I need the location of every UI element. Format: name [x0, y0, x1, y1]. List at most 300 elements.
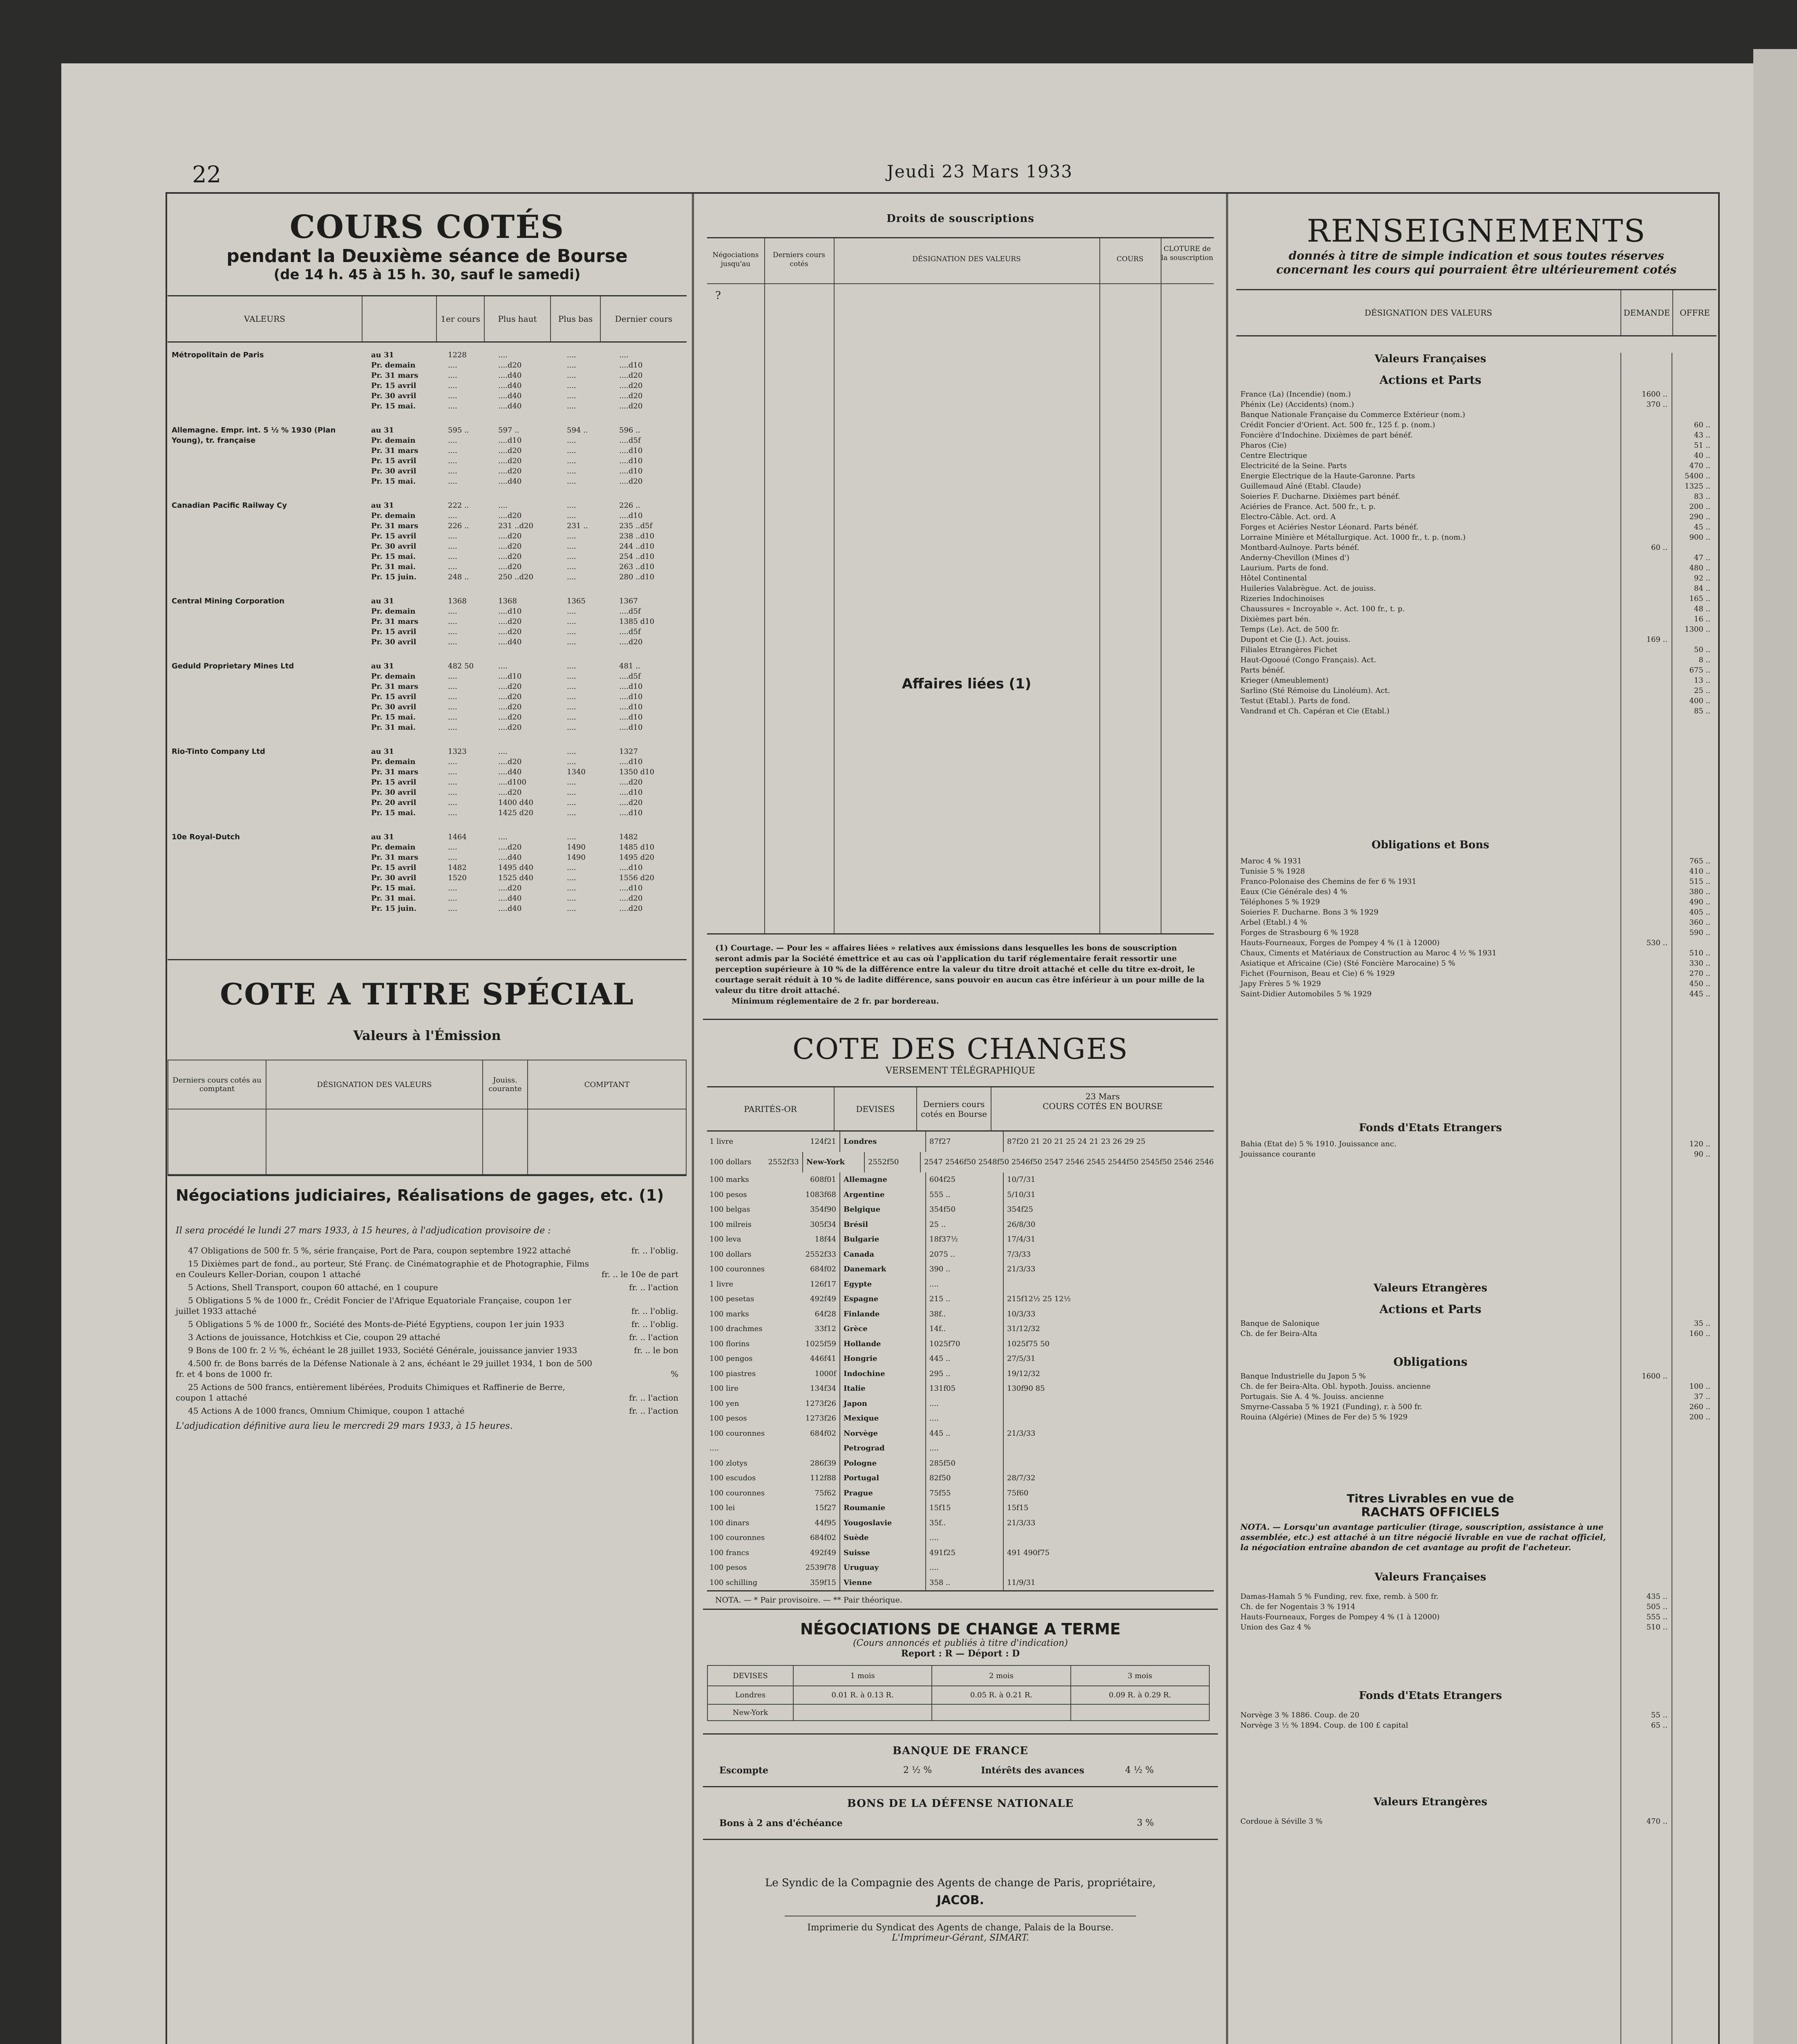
terme-londres-2: 0.05 R. à 0.21 R. [932, 1686, 1070, 1704]
dernier-cours: ....d10 [619, 713, 643, 722]
plus-bas: .... [567, 542, 576, 551]
term: Pr. 30 avril [371, 392, 416, 400]
plus-haut: ....d20 [498, 511, 522, 520]
devise: Espagne [839, 1292, 925, 1307]
term: au 31 [371, 597, 394, 605]
dernier-cours: ....d20 [619, 381, 643, 390]
banque-title: BANQUE DE FRANCE [892, 1745, 1029, 1757]
terme-table [707, 1665, 1210, 1721]
rens-item [1240, 1392, 1712, 1402]
rens-item [1240, 502, 1712, 512]
rens-demande [1620, 665, 1669, 675]
cours-row [368, 832, 687, 842]
rachats-section-heading: Fonds d'Etats Etrangers [1359, 1690, 1502, 1702]
term: Pr. 31 mars [371, 371, 418, 380]
rens-demande [1620, 907, 1669, 917]
plus-bas: .... [567, 371, 576, 380]
cours-row [368, 435, 687, 446]
cours-row [368, 606, 687, 616]
change-row [707, 1232, 1214, 1247]
rens-item [1240, 1381, 1712, 1392]
parite-unit: 100 drachmes [709, 1325, 763, 1333]
term: Pr. 30 avril [371, 703, 416, 711]
plus-haut: ....d20 [498, 617, 522, 626]
plus-haut: ....d40 [498, 853, 522, 862]
rens-demande [1620, 968, 1669, 979]
cours-cotes-body [168, 343, 687, 959]
rens-item [1240, 1612, 1712, 1622]
negociation-item [176, 1405, 678, 1416]
plus-haut: ....d40 [498, 477, 522, 486]
cours-row [368, 466, 687, 476]
plus-haut: .... [498, 662, 508, 670]
cours-bourse [1003, 1560, 1214, 1576]
cours-row [368, 500, 687, 511]
rens-item [1240, 1622, 1712, 1632]
rens-demande: 555 .. [1646, 1613, 1667, 1621]
cours-bourse: 87f20 21 20 21 25 24 21 23 26 29 25 [1003, 1132, 1214, 1152]
dernier-cours: 1495 d20 [619, 853, 654, 862]
plus-haut: 231 ..d20 [498, 522, 533, 530]
rens-designation: Rouina (Algérie) (Mines de Fer de) 5 % 1929 [1240, 1413, 1408, 1421]
term: Pr. demain [371, 672, 416, 681]
parite-or: 446f41 [810, 1354, 836, 1363]
parite-or: 75f62 [815, 1488, 836, 1497]
negociations-list [176, 1245, 678, 1416]
cours-bourse [1003, 1411, 1214, 1426]
cours-group [168, 500, 687, 582]
terme-legend: Report : R — Déport : D [901, 1648, 1020, 1659]
rens-item [1240, 938, 1712, 948]
column-left [168, 192, 687, 2044]
rens-designation: Cordoue à Séville 3 % [1240, 1817, 1323, 1826]
rens-offre: 92 .. [1694, 574, 1710, 583]
term: Pr. 15 mai. [371, 477, 416, 486]
rens-demande [1620, 989, 1669, 999]
dernier-cours: 1485 d10 [619, 843, 654, 852]
rens-designation: Jouissance courante [1240, 1150, 1316, 1159]
rens-item [1240, 1412, 1712, 1422]
cours-bourse: 21/3/33 [1003, 1262, 1214, 1277]
cours-row [368, 572, 687, 582]
rens-demande [1620, 948, 1669, 958]
rens-demande: 435 .. [1646, 1592, 1667, 1601]
bons-label: Bons à 2 ans d'échéance [719, 1818, 843, 1829]
cours-bourse: 491 490f75 [1003, 1546, 1214, 1561]
valeur-rows [368, 746, 687, 818]
dernier-cours: 1327 [619, 747, 638, 756]
sous-question-mark: ? [715, 289, 721, 302]
dernier-cours: 82f50 [925, 1471, 1003, 1486]
premier-cours: 248 .. [448, 573, 469, 581]
rens-item [1240, 897, 1712, 907]
parite-unit: 100 marks [709, 1309, 749, 1318]
term: Pr. 15 avril [371, 381, 416, 390]
courtage-note: (1) Courtage. — Pour les « affaires liées » relatives aux émissions dans lesquelles les bons de souscription seront admis par la Société émettrice et au cas où l'application du tarif réglementaire ferait ressortir une perception supérieure à 10 % de la différence entre la valeur du titre droit attaché et celle du titre ex-droit, le courtage serait réduit à 10 % de ladite différence, sans pouvoir en aucun cas être inférieur à un pour mille de la valeur du titre droit attaché. [715, 944, 1205, 995]
negociation-price: fr. .. l'action [629, 1282, 678, 1292]
rens-item [1240, 1149, 1712, 1159]
rens-demande [1620, 461, 1669, 471]
term: Pr. 15 avril [371, 778, 416, 787]
parite-unit: 1 livre [709, 1280, 734, 1289]
negociation-price: % [670, 1369, 678, 1379]
terme-subtitle: (Cours annoncés et publiés à titre d'indication) [853, 1638, 1068, 1648]
devise: Japon [839, 1396, 925, 1412]
rens-offre: 405 .. [1689, 908, 1710, 917]
rens-designation: Forges de Strasbourg 6 % 1928 [1240, 928, 1359, 937]
negociation-item [176, 1282, 678, 1293]
change-row [707, 1441, 1214, 1456]
term: Pr. 31 mai. [371, 563, 416, 571]
cours-group [168, 350, 687, 411]
valeur-name: 10e Royal-Dutch [172, 833, 240, 841]
rens-subheading: Obligations [1393, 1355, 1468, 1369]
dernier-cours: 295 .. [925, 1367, 1003, 1382]
devise: Bulgarie [839, 1232, 925, 1247]
negociation-text: 5 Actions, Shell Transport, coupon 60 attaché, en 1 coupure [188, 1282, 438, 1292]
plus-haut: 1368 [498, 597, 517, 605]
rens-item [1240, 522, 1712, 532]
rens-demande [1620, 645, 1669, 655]
plus-haut: 1495 d40 [498, 863, 533, 872]
premier-cours: .... [448, 402, 457, 410]
rens-demande [1620, 1412, 1669, 1422]
running-head-date: Jeudi 23 Mars 1933 [887, 161, 1073, 182]
dernier-cours: ....d10 [619, 457, 643, 465]
dernier-cours: ....d20 [619, 392, 643, 400]
rens-item [1240, 399, 1712, 410]
valeur-rows [368, 661, 687, 733]
premier-cours: 595 .. [448, 426, 469, 435]
rens-designation: Arbel (Etabl.) 4 % [1240, 918, 1307, 927]
rens-spacer [1240, 851, 1712, 856]
plus-haut: ....d10 [498, 436, 522, 445]
rens-offre: 160 .. [1689, 1329, 1710, 1338]
cours-row [368, 476, 687, 486]
parite-or: 2552f33 [768, 1158, 799, 1166]
parite-unit: 100 lei [709, 1504, 735, 1512]
dernier-cours: ....d10 [619, 863, 643, 872]
titre-special-title: COTE A TITRE SPÉCIAL [220, 977, 634, 1011]
plus-bas: .... [567, 693, 576, 701]
plus-bas: .... [567, 467, 576, 475]
devise: Portugal [839, 1471, 925, 1486]
parite-or: 1273f26 [805, 1399, 836, 1408]
plus-haut: ....d100 [498, 778, 526, 787]
cours-group [168, 746, 687, 818]
cours-row [368, 681, 687, 692]
dernier-cours: ....d10 [619, 809, 643, 817]
terme-newyork: New-York [707, 1704, 793, 1721]
rens-item [1240, 989, 1712, 999]
cours-row [368, 808, 687, 818]
premier-cours: .... [448, 457, 457, 465]
negociation-price: fr. .. l'oblig. [631, 1306, 678, 1316]
rens-demande: 169 .. [1646, 635, 1667, 644]
cours-row [368, 456, 687, 466]
term: Pr. 31 mars [371, 522, 418, 530]
cours-row [368, 746, 687, 757]
rens-item [1240, 1329, 1712, 1339]
rens-designation: Eaux (Cie Générale des) 4 % [1240, 888, 1347, 896]
term: Pr. 15 juin. [371, 904, 417, 913]
negociation-text: 4.500 fr. de Bons barrés de la Défense Nationale à 2 ans, échéant le 29 juillet 1934, 1 bon de 500 fr. et 4 bons de 1000 fr. [176, 1358, 592, 1379]
negociation-text: 5 Obligations 5 % de 1000 fr., Crédit Foncier de l'Afrique Equatoriale Française, coupon 1er juillet 1933 attaché [176, 1295, 571, 1316]
negociation-price: fr. .. le 10e de part [601, 1269, 678, 1279]
rens-offre: 83 .. [1694, 492, 1710, 501]
rens-designation: Franco-Polonaise des Chemins de fer 6 % 1931 [1240, 877, 1417, 886]
plus-bas: .... [567, 607, 576, 616]
rens-offre: 13 .. [1694, 676, 1710, 685]
plus-haut: 1525 d40 [498, 874, 533, 882]
dernier-cours: ....d20 [619, 894, 643, 903]
premier-cours: .... [448, 532, 457, 540]
plus-bas: .... [567, 477, 576, 486]
rens-designation: Centre Electrique [1240, 451, 1307, 460]
cours-cotes-title: COURS COTÉS [289, 208, 565, 246]
rens-offre: 51 .. [1694, 441, 1710, 450]
negociation-text: 3 Actions de jouissance, Hotchkiss et Cie, coupon 29 attaché [188, 1332, 441, 1342]
parite-unit: .... [709, 1444, 719, 1452]
imprint-line3: L'Imprimeur-Gérant, SIMART. [892, 1933, 1029, 1943]
rens-designation: Chaux, Ciments et Matériaux de Construction au Maroc 4 ½ % 1931 [1240, 949, 1497, 957]
plus-haut: ....d20 [498, 628, 522, 636]
plus-haut: ....d40 [498, 371, 522, 380]
rens-item [1240, 440, 1712, 450]
parite-or: 112f88 [810, 1474, 836, 1482]
rens-offre: 45 .. [1694, 523, 1710, 531]
plus-haut: ....d20 [498, 552, 522, 561]
dernier-cours: .... [925, 1411, 1003, 1426]
rens-demande [1620, 897, 1669, 907]
rens-designation: Temps (Le). Act. de 500 fr. [1240, 625, 1339, 634]
term: au 31 [371, 501, 394, 510]
plus-haut: ....d20 [498, 457, 522, 465]
rens-demande [1620, 1402, 1669, 1412]
dernier-cours: 445 .. [925, 1351, 1003, 1367]
plus-bas: .... [567, 874, 576, 882]
dernier-cours: 263 ..d10 [619, 563, 654, 571]
cours-group [168, 832, 687, 914]
rens-spacer [1240, 1134, 1712, 1139]
rens-offre: 1325 .. [1685, 482, 1710, 491]
dernier-cours: 1025f70 [925, 1337, 1003, 1352]
terme-col-1: 1 mois [793, 1665, 932, 1686]
renseignements-title: RENSEIGNEMENTS [1307, 213, 1646, 249]
changes-title: COTE DES CHANGES [792, 1032, 1128, 1066]
term: Pr. demain [371, 361, 416, 370]
avances-value: 4 ½ % [1125, 1765, 1154, 1775]
devise: Hollande [839, 1337, 925, 1352]
cours-cotes-subtitle: pendant la Deuxième séance de Bourse [226, 246, 628, 267]
rens-offre: 47 .. [1694, 554, 1710, 562]
rens-item [1240, 686, 1712, 696]
rens-offre: 470 .. [1689, 462, 1710, 470]
plus-bas: .... [567, 747, 576, 756]
parite-or: 18f44 [815, 1235, 836, 1244]
premier-cours: .... [448, 436, 457, 445]
rens-section-heading: Fonds d'Etats Etrangers [1359, 1122, 1502, 1134]
negociation-item [176, 1382, 678, 1403]
premier-cours: .... [448, 723, 457, 732]
cours-bourse: 15f15 [1003, 1501, 1214, 1516]
rens-demande [1620, 696, 1669, 706]
cours-row [368, 521, 687, 531]
premier-cours: 1228 [448, 351, 467, 359]
cours-bourse [1003, 1277, 1214, 1292]
parite-unit: 100 belgas [709, 1205, 750, 1214]
premier-cours: 1520 [448, 874, 467, 882]
rens-demande: 505 .. [1646, 1602, 1667, 1611]
titre-special-subtitle: Valeurs à l'Émission [353, 1028, 501, 1043]
rens-offre: 200 .. [1689, 502, 1710, 511]
premier-cours: 1482 [448, 863, 467, 872]
plus-haut: ....d40 [498, 768, 522, 776]
cours-row [368, 787, 687, 798]
rens-designation: Maroc 4 % 1931 [1240, 857, 1302, 865]
change-row [707, 1516, 1214, 1531]
rens-offre: 765 .. [1689, 857, 1710, 865]
rens-demande [1620, 471, 1669, 481]
devise: Egypte [839, 1277, 925, 1292]
plus-haut: 1400 d40 [498, 798, 533, 807]
valeur-rows [368, 425, 687, 486]
sous-col-nego: Négociations jusqu'au [712, 251, 759, 268]
dernier-cours: ....d10 [619, 788, 643, 797]
term: Pr. 15 mai. [371, 552, 416, 561]
valeur-name: Geduld Proprietary Mines Ltd [172, 662, 294, 670]
dernier-cours: 18f37½ [925, 1232, 1003, 1247]
cours-row [368, 616, 687, 627]
bons-title: BONS DE LA DÉFENSE NATIONALE [847, 1797, 1074, 1810]
premier-cours: .... [448, 511, 457, 520]
rens-designation: Chaussures « Incroyable ». Act. 100 fr., t. p. [1240, 605, 1405, 613]
devise: New-York [802, 1152, 864, 1172]
devise: Indochine [839, 1367, 925, 1382]
plus-bas: .... [567, 532, 576, 540]
rens-designation: Saint-Didier Automobiles 5 % 1929 [1240, 990, 1372, 998]
rens-demande [1620, 928, 1669, 938]
rens-designation: Fichet (Fournison, Beau et Cie) 6 % 1929 [1240, 969, 1395, 978]
cours-row [368, 671, 687, 681]
negociation-price: fr. .. l'action [629, 1393, 678, 1403]
rens-item [1240, 1816, 1712, 1827]
rens-item [1240, 461, 1712, 471]
rens-designation: Hôtel Continental [1240, 574, 1307, 583]
negociation-item [176, 1245, 678, 1256]
change-row [707, 1501, 1214, 1516]
rens-item [1240, 420, 1712, 430]
changes-rows [707, 1132, 1214, 1590]
chg-col-cours: COURS COTÉS EN BOURSE [1043, 1101, 1163, 1111]
plus-haut: ....d20 [498, 788, 522, 797]
dernier-cours: ....d10 [619, 446, 643, 455]
rens-item [1240, 573, 1712, 583]
rens-item [1240, 594, 1712, 604]
rens-demande [1620, 594, 1669, 604]
rens-offre: 37 .. [1694, 1392, 1710, 1401]
dernier-cours: ....d10 [619, 758, 643, 766]
rens-col-designation: DÉSIGNATION DES VALEURS [1364, 308, 1493, 318]
rens-offre: 120 .. [1689, 1140, 1710, 1148]
cours-bourse: 5/10/31 [1003, 1188, 1214, 1203]
parite-or: 15f27 [815, 1504, 836, 1512]
plus-haut: ....d40 [498, 402, 522, 410]
dernier-cours: 75f55 [925, 1486, 1003, 1501]
plus-bas: .... [567, 778, 576, 787]
cours-bourse: 26/8/30 [1003, 1217, 1214, 1233]
rens-demande [1620, 856, 1669, 866]
sous-col-derniers: Derniers cours cotés [772, 251, 826, 268]
rens-offre [1669, 1720, 1710, 1730]
rens-designation: Forges et Aciéries Nestor Léonard. Parts bénéf. [1240, 523, 1419, 531]
term: au 31 [371, 747, 394, 756]
premier-cours: .... [448, 904, 457, 913]
rens-designation: Ch. de fer Nogentais 3 % 1914 [1240, 1602, 1356, 1611]
devise: Grèce [839, 1322, 925, 1337]
rens-designation: Filiales Etrangères Fichet [1240, 645, 1338, 654]
valeur-name: Canadian Pacific Railway Cy [172, 501, 287, 510]
rens-item [1240, 430, 1712, 440]
courtage-minimum: Minimum réglementaire de 2 fr. par bordereau. [732, 997, 939, 1006]
cours-group [168, 661, 687, 733]
rens-item [1240, 450, 1712, 461]
rens-offre: 515 .. [1689, 877, 1710, 886]
rens-offre [1669, 634, 1710, 645]
devise: Uruguay [839, 1560, 925, 1576]
column-rule-2 [1226, 192, 1228, 2044]
cours-row [368, 511, 687, 521]
rens-offre: 900 .. [1689, 533, 1710, 542]
rens-designation: Union des Gaz 4 % [1240, 1623, 1311, 1632]
cours-bourse: 7/3/33 [1003, 1247, 1214, 1262]
rens-item [1240, 583, 1712, 594]
rens-demande [1620, 410, 1669, 420]
parite-unit: 100 pesetas [709, 1295, 754, 1303]
devise: Finlande [839, 1307, 925, 1322]
cours-row [368, 531, 687, 541]
rens-demande [1620, 675, 1669, 686]
term: Pr. 15 avril [371, 532, 416, 540]
cours-row [368, 596, 687, 606]
cours-row [368, 767, 687, 777]
rens-designation: Rizeries Indochinoises [1240, 594, 1325, 603]
cours-cotes-hours: (de 14 h. 45 à 15 h. 30, sauf le samedi) [273, 267, 581, 283]
dernier-cours: ....d20 [619, 371, 643, 380]
plus-bas: 594 .. [567, 426, 588, 435]
cours-bourse [1003, 1441, 1214, 1456]
chg-col-derniers: Derniers cours cotés en Bourse [916, 1087, 991, 1130]
rens-designation: Guillemaud Aîné (Etabl. Claude) [1240, 482, 1361, 491]
cours-bourse: 215f12½ 25 12½ [1003, 1292, 1214, 1307]
premier-cours: .... [448, 542, 457, 551]
cours-row [368, 852, 687, 863]
rens-offre: 40 .. [1694, 451, 1710, 460]
dernier-cours: 481 .. [619, 662, 640, 670]
plus-bas: .... [567, 833, 576, 841]
renseignements-subtitle: donnés à titre de simple indication et sous toutes réserves concernant les cours qui pourraient être ultérieurement cotés [1276, 249, 1677, 276]
rens-offre: 380 .. [1689, 888, 1710, 896]
rens-designation: Téléphones 5 % 1929 [1240, 898, 1320, 906]
chg-col-devises: DEVISES [834, 1087, 916, 1130]
parite-unit: 100 zlotys [709, 1459, 747, 1468]
dernier-cours: 1350 d10 [619, 768, 654, 776]
cours-row [368, 541, 687, 551]
plus-bas: .... [567, 457, 576, 465]
dernier-cours: 358 .. [925, 1576, 1003, 1591]
rens-demande [1620, 876, 1669, 887]
plus-haut: ....d20 [498, 703, 522, 711]
